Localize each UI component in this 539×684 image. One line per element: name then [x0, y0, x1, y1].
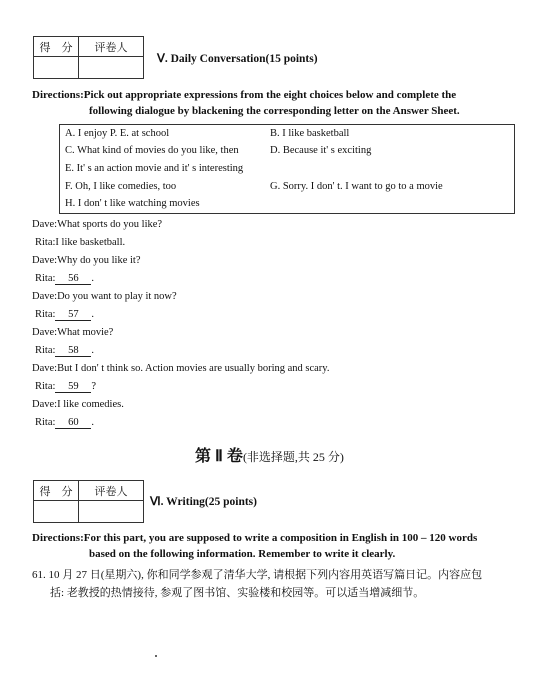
option-b: B. I like basketball	[270, 128, 350, 139]
grader-label: 评卷人	[79, 37, 144, 57]
option-f: F. Oh, I like comedies, too	[65, 181, 177, 192]
answer-blank-58[interactable]: 58	[55, 345, 91, 357]
grader-label: 评卷人	[79, 481, 144, 501]
section-6-title: Ⅵ. Writing(25 points)	[150, 496, 257, 508]
dialogue-line: Dave:But I don' t think so. Action movies are usually boring and scary.	[32, 363, 330, 374]
options-box	[59, 124, 515, 214]
score-cell[interactable]	[34, 57, 79, 79]
option-d: D. Because it' s exciting	[270, 145, 372, 156]
answer-blank-60[interactable]: 60	[55, 417, 91, 429]
grader-cell[interactable]	[79, 57, 144, 79]
option-c: C. What kind of movies do you like, then	[65, 145, 239, 156]
dialogue-line: Dave:Do you want to play it now?	[32, 291, 177, 302]
directions-label: Directions:	[32, 89, 84, 101]
answer-blank-59[interactable]: 59	[55, 381, 91, 393]
dialogue-line: Rita: 58 .	[35, 345, 95, 356]
page-dot	[155, 655, 157, 657]
dialogue-line: Dave:What sports do you like?	[32, 219, 163, 230]
score-table	[33, 36, 144, 79]
part-2-title: 第 Ⅱ 卷	[195, 448, 243, 465]
score-cell[interactable]	[34, 501, 79, 523]
directions-label: Directions:	[32, 532, 84, 544]
dialogue-line: Dave:Why do you like it?	[32, 255, 141, 266]
q61-line1: 61. 10 月 27 日(星期六), 你和同学参观了清华大学, 请根据下列内容用英语写篇日记。内容应包	[32, 569, 483, 581]
option-g: G. Sorry. I don' t. I want to go to a movie	[270, 181, 443, 192]
dialogue-line: Dave:What movie?	[32, 327, 114, 338]
grader-cell[interactable]	[79, 501, 144, 523]
score-label: 得 分	[34, 37, 79, 57]
dialogue-line: Rita: 56 .	[35, 273, 95, 284]
dialogue-line: Dave:I like comedies.	[32, 399, 124, 410]
section-5-title: Ⅴ. Daily Conversation(15 points)	[157, 53, 318, 65]
answer-blank-56[interactable]: 56	[55, 273, 91, 285]
option-e: E. It' s an action movie and it' s interesting	[65, 163, 244, 174]
directions-line2: following dialogue by blackening the corresponding letter on the Answer Sheet.	[89, 105, 460, 117]
answer-blank-57[interactable]: 57	[55, 309, 91, 321]
question-61	[32, 566, 512, 602]
option-a: A. I enjoy P. E. at school	[65, 128, 170, 139]
section-5-directions	[32, 87, 508, 119]
part-2-subtitle: (非选择题,共 25 分)	[242, 450, 344, 464]
directions-line2: based on the following information. Remember to write it clearly.	[89, 548, 396, 560]
q61-line2: 括: 老教授的热情接待, 参观了图书馆、实验楼和校园等。可以适当增减细节。	[50, 587, 425, 599]
directions-line1: For this part, you are supposed to write a composition in English in 100 – 120 words	[83, 532, 478, 544]
option-h: H. I don' t like watching movies	[65, 198, 200, 209]
dialogue-line: Rita: 57 .	[35, 309, 95, 320]
dialogue-line: Rita: 60 .	[35, 417, 95, 428]
part-2-header	[0, 443, 539, 466]
directions-line1: Pick out appropriate expressions from the eight choices below and complete the	[83, 89, 457, 101]
dialogue-line: Rita:I like basketball.	[35, 237, 126, 248]
score-table	[33, 480, 144, 523]
section-6-directions	[32, 530, 508, 562]
dialogue-line: Rita: 59 ?	[35, 381, 97, 392]
score-label: 得 分	[34, 481, 79, 501]
